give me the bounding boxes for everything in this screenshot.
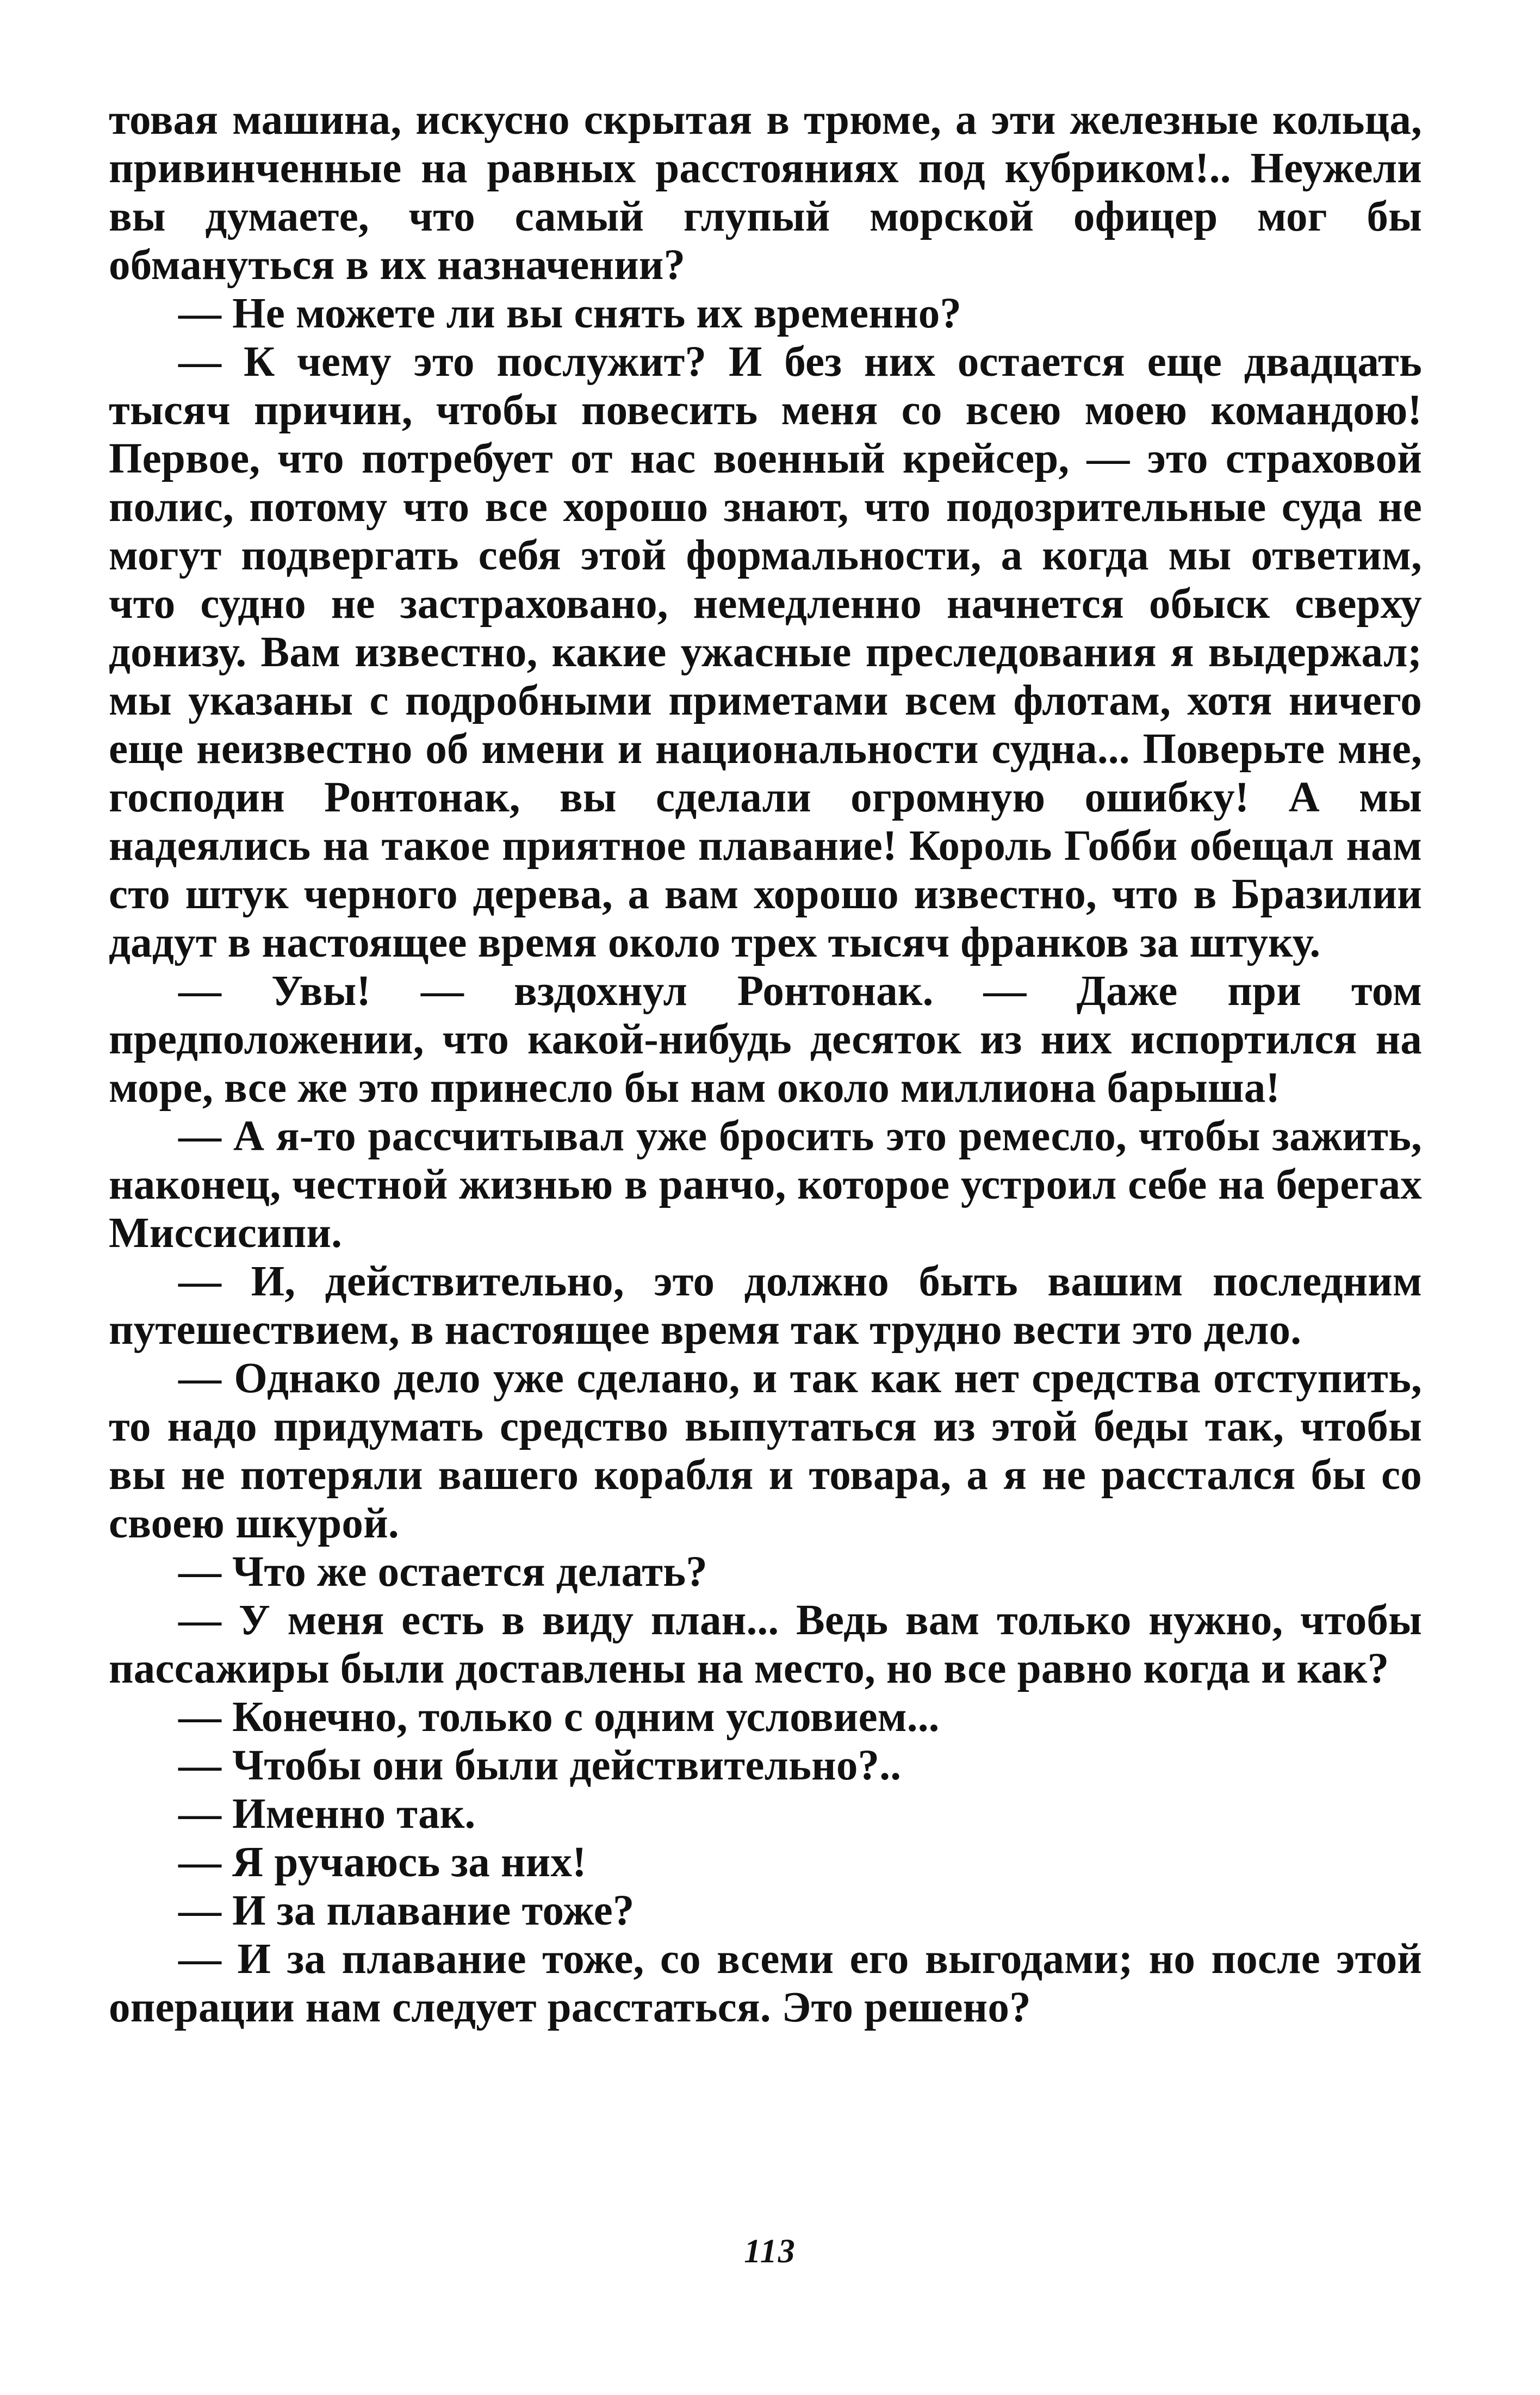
dialogue-line: — Конечно, только с одним условием... <box>178 1693 940 1741</box>
page-body <box>109 96 1422 2032</box>
dialogue-line: — У меня есть в виду план... Ведь вам только нужно, чтобы пассажиры были доставлены на место, но все равно когда и как? <box>109 1597 1422 1692</box>
dialogue-line: — Я ручаюсь за них! <box>178 1839 587 1886</box>
dialogue-line: — Что же остается делать? <box>178 1548 707 1596</box>
dialogue-line: — И за плавание тоже? <box>178 1887 635 1934</box>
dialogue-line: — К чему это послужит? И без них остается еще двадцать тысяч причин, чтобы повесить меня со всею моею командою! Первое, что потребует от нас военный крейсер, — это страховой полис, потому что все хорошо знают, что подозрительные суда не могут подвергать себя этой формальности, а когда мы ответим, что судно не застраховано, немедленно начнется обыск сверху донизу. Вам известно, какие ужасные преследования я выдержал; мы указаны с подробными приметами всем флотам, хотя ничего еще неизвестно об имени и национальности судна... Поверьте мне, господин Ронтонак, вы сделали огромную ошибку! А мы надеялись на такое приятное плавание! Король Гобби обещал нам сто штук черного дерева, а вам хорошо известно, что в Бразилии дадут в настоящее время около трех тысяч франков за штуку. <box>109 338 1422 966</box>
dialogue-line: — Не можете ли вы снять их временно? <box>178 290 962 337</box>
dialogue-line: — А я-то рассчитывал уже бросить это ремесло, чтобы зажить, наконец, честной жизнью в ранчо, которое устроил себе на берегах Миссисипи. <box>109 1113 1422 1257</box>
paragraph-continuation: товая машина, искусно скрытая в трюме, а эти железные кольца, привинченные на равных расстояниях под кубриком!.. Неужели вы думаете, что самый глупый морской офицер мог бы обмануться в их назначении? <box>109 96 1422 289</box>
dialogue-line: — И за плавание тоже, со всеми его выгодами; но после этой операции нам следует расстаться. Это решено? <box>109 1935 1422 2031</box>
dialogue-line: — Именно так. <box>178 1790 476 1838</box>
dialogue-line: — И, действительно, это должно быть вашим последним путешествием, в настоящее время так трудно вести это дело. <box>109 1258 1422 1354</box>
page-number: 113 <box>744 2233 796 2270</box>
dialogue-line: — Однако дело уже сделано, и так как нет средства отступить, то надо придумать средство выпутаться из этой беды так, чтобы вы не потеряли вашего корабля и товара, а я не расстался бы со своею шкурой. <box>109 1355 1422 1547</box>
dialogue-line: — Увы! — вздохнул Ронтонак. — Даже при том предположении, что какой-нибудь десяток из них испортился на море, все же это принесло бы нам около миллиона барыша! <box>109 967 1422 1112</box>
dialogue-line: — Чтобы они были действительно?.. <box>178 1742 902 1789</box>
